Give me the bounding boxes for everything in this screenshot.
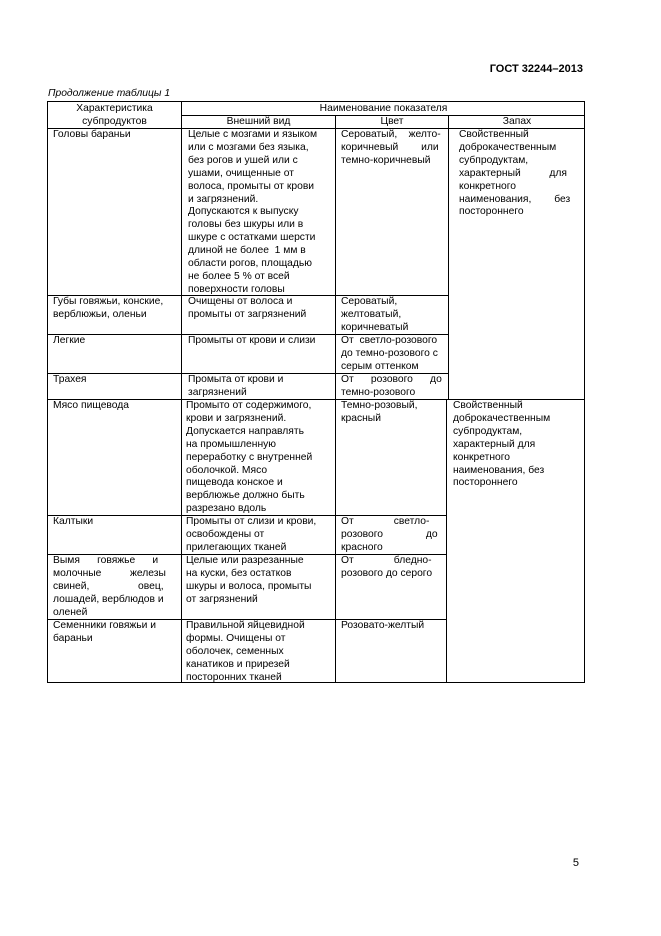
table-caption: Продолжение таблицы 1 bbox=[48, 88, 171, 99]
row-color: От бледно- розового до серого bbox=[341, 555, 433, 579]
row-appearance: Целые или разрезанные на куски, без остатков шкуры и волоса, промыты от загрязнений bbox=[186, 555, 312, 605]
header-characteristic: Характеристика субпродуктов bbox=[76, 103, 153, 127]
row-color: Темно-розовый, красный bbox=[341, 400, 418, 424]
data-table bbox=[47, 101, 585, 683]
row-appearance: Промыто от содержимого, крови и загрязнений. Допускается направлять на промышленную переработку с внутренней оболочкой. Мясо пищевода конское и верблюжье должно быть разрезано вдоль bbox=[186, 400, 313, 515]
row-appearance: Правильной яйцевидной формы. Очищены от оболочек, семенных канатиков и прирезей посторонних тканей bbox=[186, 620, 305, 683]
header-indicator-group: Наименование показателя bbox=[319, 103, 448, 114]
col-divider-1 bbox=[181, 102, 182, 682]
row-name: Мясо пищевода bbox=[53, 400, 130, 411]
row-name: Головы бараньи bbox=[53, 129, 131, 140]
document-code: ГОСТ 32244–2013 bbox=[489, 63, 583, 75]
row-name: Губы говяжьи, конские, верблюжьи, оленьи bbox=[53, 296, 164, 320]
row-appearance: Промыта от крови и загрязнений bbox=[188, 374, 284, 398]
col-divider-3b bbox=[446, 400, 447, 682]
smell-group-1: Свойственный доброкачественным субпродуктам, характерный для конкретного наименования, без постороннего bbox=[459, 129, 571, 218]
row-color: От светло-розового до темно-розового с серым оттенком bbox=[341, 335, 438, 372]
header-smell: Запах bbox=[502, 116, 532, 127]
col-divider-3 bbox=[448, 115, 449, 400]
row-color: От светло- розового до красного bbox=[341, 516, 438, 553]
row-name: Семенники говяжьи и бараньи bbox=[53, 620, 157, 644]
row-appearance: Промыты от крови и слизи bbox=[188, 335, 316, 346]
header-appearance: Внешний вид bbox=[226, 116, 291, 127]
smell-group-2: Свойственный доброкачественным субпродуктам, характерный для конкретного наименования, без постороннего bbox=[453, 400, 551, 489]
row-name: Вымя говяжье и молочные железы свиней, овец, лошадей, верблюдов и оленей bbox=[53, 555, 166, 618]
page-number: 5 bbox=[572, 857, 579, 869]
row-name: Калтыки bbox=[53, 516, 94, 527]
row-appearance: Промыты от слизи и крови, освобождены от прилегающих тканей bbox=[186, 516, 317, 553]
row-color: Сероватый, желтоватый, коричневатый bbox=[341, 296, 409, 333]
row-color: Сероватый, желто- коричневый или темно-коричневый bbox=[341, 129, 441, 166]
row-name: Трахея bbox=[53, 374, 87, 385]
row-appearance: Очищены от волоса и промыты от загрязнений bbox=[188, 296, 307, 320]
row-color: Розовато-желтый bbox=[341, 620, 425, 631]
row-name: Легкие bbox=[53, 335, 86, 346]
header-color: Цвет bbox=[380, 116, 404, 127]
row-appearance: Целые с мозгами и языком или с мозгами без языка, без рогов и ушей или с ушами, очищенные от волоса, промыты от крови и загрязнений. Допускаются к выпуску головы без шкуры или в шкуре с остатками шерсти длиной не более 1 мм в области рогов, площадью не более 5 % от всей поверхности головы bbox=[188, 129, 318, 295]
row-color: От розового до темно-розового bbox=[341, 374, 442, 398]
